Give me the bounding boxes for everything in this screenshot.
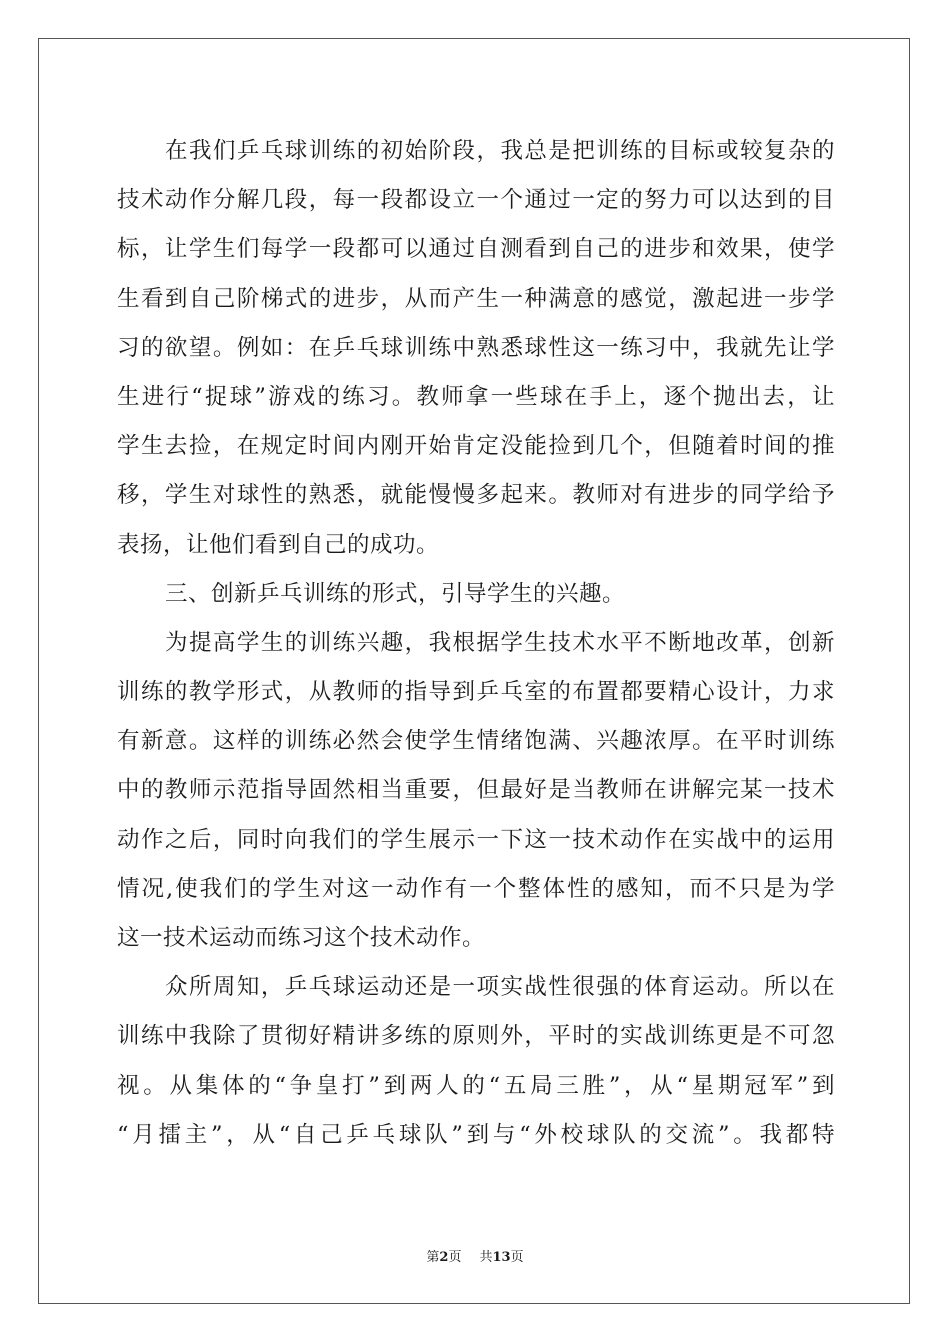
paragraph-line: 标，让学生们每学一段都可以通过自测看到自己的进步和效果，使学 — [117, 236, 835, 263]
total-pages: 13 — [492, 1250, 511, 1265]
footer-page-suffix: 页 — [448, 1250, 462, 1265]
paragraph-line: 情况,使我们的学生对这一动作有一个整体性的感知，而不只是为学 — [117, 875, 835, 902]
paragraph-line: 视。从集体的“争皇打”到两人的“五局三胜”，从“星期冠军”到 — [117, 1072, 835, 1099]
paragraph-line: 移，学生对球性的熟悉，就能慢慢多起来。教师对有进步的同学给予 — [117, 482, 835, 509]
paragraph-line: 技术动作分解几段，每一段都设立一个通过一定的努力可以达到的目 — [117, 187, 835, 214]
page-number: 2 — [439, 1250, 449, 1265]
paragraph-line: “月擂主”，从“自己乒乓球队”到与“外校球队的交流”。我都特 — [117, 1121, 835, 1148]
paragraph-line: 这一技术运动而练习这个技术动作。 — [117, 925, 486, 951]
paragraph-line: 表扬，让他们看到自己的成功。 — [117, 531, 440, 558]
paragraph-line: 众所周知，乒乓球运动还是一项实战性很强的体育运动。所以在 — [165, 974, 835, 1001]
paragraph-line: 训练的教学形式，从教师的指导到乒乓室的布置都要精心设计，力求 — [117, 679, 835, 706]
page-footer — [0, 1246, 950, 1265]
footer-prefix: 第 — [426, 1250, 440, 1265]
paragraph-line: 动作之后，同时向我们的学生展示一下这一技术动作在实战中的运用 — [117, 826, 835, 853]
paragraph-line: 训练中我除了贯彻好精讲多练的原则外，平时的实战训练更是不可忽 — [117, 1023, 835, 1050]
paragraph-line: 生看到自己阶梯式的进步，从而产生一种满意的感觉，激起进一步学 — [117, 285, 835, 312]
paragraph-line: 学生去捡，在规定时间内刚开始肯定没能捡到几个，但随着时间的推 — [117, 433, 835, 460]
footer-total-prefix: 共 — [479, 1250, 493, 1265]
section-heading: 三、创新乒乓训练的形式，引导学生的兴趣。 — [165, 580, 626, 607]
paragraph-line: 生进行“捉球”游戏的练习。教师拿一些球在手上，逐个抛出去，让 — [117, 383, 835, 410]
paragraph-line: 在我们乒乓球训练的初始阶段，我总是把训练的目标或较复杂的 — [165, 138, 835, 164]
paragraph-line: 为提高学生的训练兴趣，我根据学生技术水平不断地改革，创新 — [165, 629, 835, 656]
paragraph-line: 中的教师示范指导固然相当重要，但最好是当教师在讲解完某一技术 — [117, 777, 835, 804]
paragraph-line: 习的欲望。例如：在乒乓球训练中熟悉球性这一练习中，我就先让学 — [117, 334, 835, 361]
footer-total-suffix: 页 — [510, 1250, 524, 1265]
document-body — [117, 127, 835, 1160]
paragraph-line: 有新意。这样的训练必然会使学生情绪饱满、兴趣浓厚。在平时训练 — [117, 728, 835, 755]
